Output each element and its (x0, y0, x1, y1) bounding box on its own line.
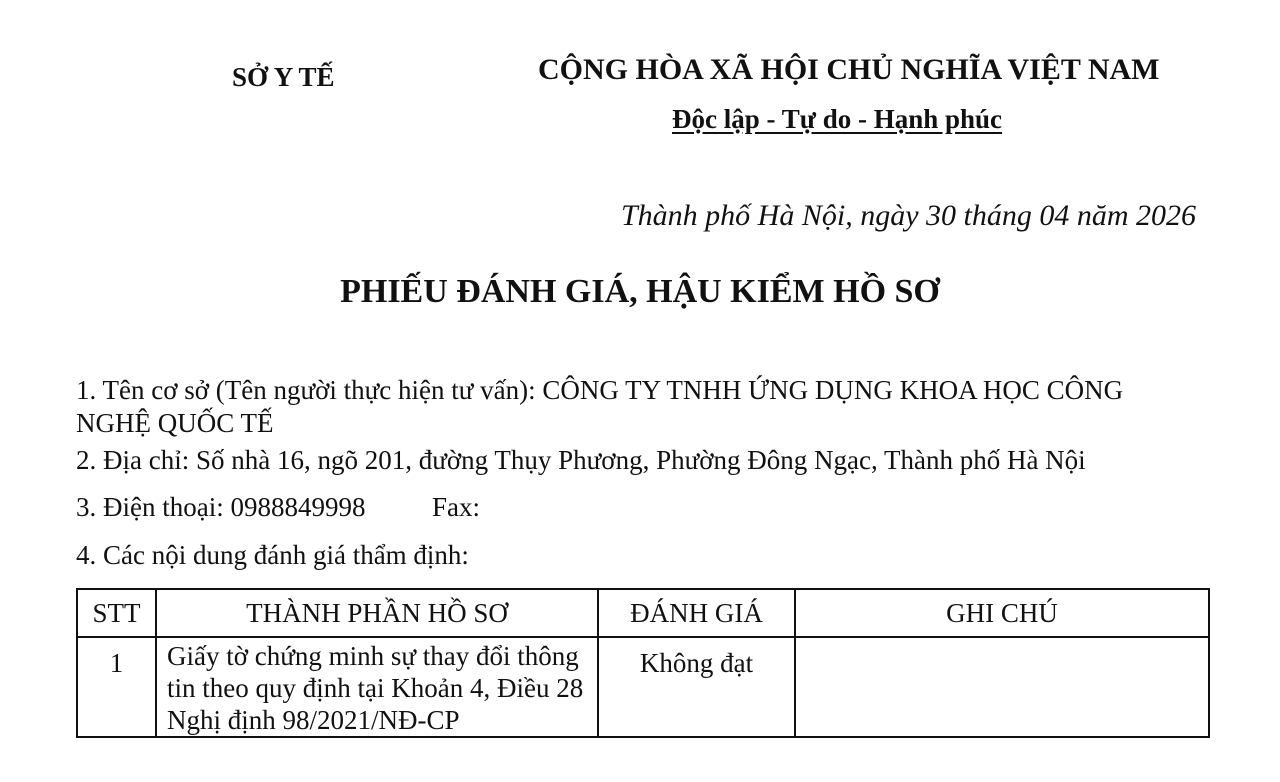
cell-document (156, 637, 598, 737)
cell-document-text: Giấy tờ chứng minh sự thay đổi thông tin theo quy định tại Khoản 4, Điều 28 Nghị định 98/2021/NĐ-CP (167, 641, 584, 735)
national-motto: Độc lập - Tự do - Hạnh phúc (672, 104, 1003, 134)
contents-heading: 4. Các nội dung đánh giá thẩm định: (76, 540, 469, 570)
cell-stt-text: 1 (109, 648, 124, 678)
cell-note (795, 637, 1209, 737)
fax-field: Fax: (432, 492, 481, 522)
cell-stt (77, 637, 156, 737)
header-document: THÀNH PHẦN HỒ SƠ (156, 589, 598, 637)
table-row (77, 637, 1209, 737)
address-field: 2. Địa chỉ: Số nhà 16, ngõ 201, đường Thụy Phương, Phường Đông Ngạc, Thành phố Hà Nội (76, 445, 1086, 475)
national-title: CỘNG HÒA XÃ HỘI CHỦ NGHĨA VIỆT NAM (538, 53, 1160, 86)
cell-evaluation (598, 637, 795, 737)
agency-name: SỞ Y TẾ (232, 62, 335, 92)
header-stt: STT (77, 589, 156, 637)
phone-field: 3. Điện thoại: 0988849998 (76, 492, 366, 522)
dateline: Thành phố Hà Nội, ngày 30 tháng 04 năm 2026 (621, 199, 1197, 232)
table-header-row (77, 589, 1209, 637)
facility-name-line1: 1. Tên cơ sở (Tên người thực hiện tư vấn): CÔNG TY TNHH ỨNG DỤNG KHOA HỌC CÔNG (76, 375, 1124, 405)
cell-evaluation-text: Không đạt (639, 648, 754, 678)
document-title: PHIẾU ĐÁNH GIÁ, HẬU KIỂM HỒ SƠ (340, 273, 940, 310)
facility-name-line2: NGHỆ QUỐC TẾ (76, 408, 274, 438)
header-note: GHI CHÚ (795, 589, 1209, 637)
header-evaluation: ĐÁNH GIÁ (598, 589, 795, 637)
evaluation-table (76, 588, 1210, 738)
